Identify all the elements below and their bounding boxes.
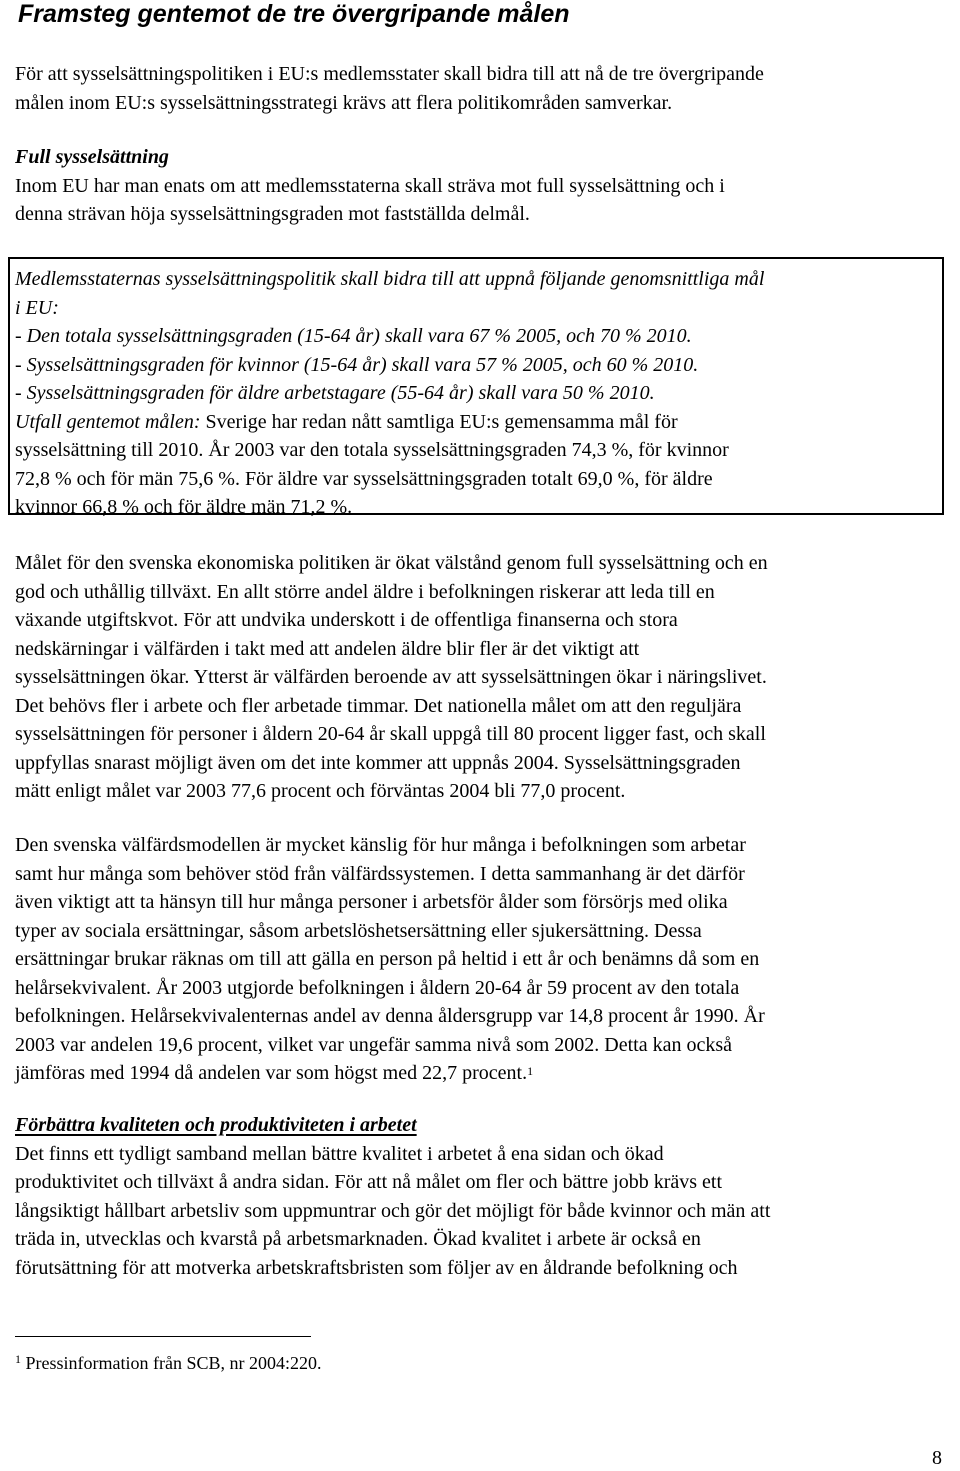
text-line: produktivitet och tillväxt å andra sidan. För att nå målet om fler och bättre jobb krävs ett xyxy=(15,1171,723,1193)
text-line: För att sysselsättningspolitiken i EU:s medlemsstater skall bidra till att nå de tre övergripande xyxy=(15,63,764,85)
welfare-paragraph xyxy=(15,831,765,1088)
text-line: nedskärningar i välfärden i takt med att andelen äldre blir fler är det viktigt att xyxy=(15,637,640,660)
subsection-title: Förbättra kvaliteten och produktiviteten i arbetet xyxy=(15,1114,417,1136)
text-line: - Sysselsättningsgraden för äldre arbetstagare (55-64 år) skall vara 50 % 2010. xyxy=(15,382,655,404)
text-line: typer av sociala ersättningar, såsom arbetslöshetsersättning eller sjukersättning. Dessa xyxy=(15,919,702,942)
text-line: träda in, utvecklas och kvarstå på arbetsmarknaden. Ökad kvalitet i arbete är också en xyxy=(15,1228,701,1250)
full-employment-section xyxy=(15,143,725,229)
text-line: i EU: xyxy=(15,296,59,319)
text-line: växande utgiftskvot. För att undvika underskott i de offentliga finanserna och stora xyxy=(15,609,678,631)
text-line: 72,8 % och för män 75,6 %. För äldre var sysselsättningsgraden totalt 69,0 %, för äldre xyxy=(15,467,713,490)
text-line: uppfyllas snarast möjligt även om det inte kommer att uppnås 2004. Sysselsättningsgraden xyxy=(15,751,741,774)
text-line: Den svenska välfärdsmodellen är mycket känslig för hur många i befolkningen som arbetar xyxy=(15,834,746,856)
outcome-label: Utfall gentemot målen: xyxy=(15,410,201,433)
text-line: Det finns ett tydligt samband mellan bättre kvalitet i arbetet å ena sidan och ökad xyxy=(15,1142,664,1165)
footnote-divider xyxy=(15,1336,311,1337)
text-line: helårsekvivalent. År 2003 utgjorde befolkningen i åldern 20-64 år 59 procent av den totala xyxy=(15,976,740,999)
outcome-line xyxy=(15,408,764,437)
text-line: förutsättning för att motverka arbetskraftsbristen som följer av en åldrande befolkning och xyxy=(15,1256,738,1279)
text-line: sysselsättningen för personer i åldern 20-64 år skall uppgå till 80 procent ligger fast, och skall xyxy=(15,723,766,745)
text-line: Målet för den svenska ekonomiska politiken är ökat välstånd genom full sysselsättning och en xyxy=(15,552,768,574)
text-line: ersättningar brukar räknas om till att gälla en person på heltid i ett år och benämns då som en xyxy=(15,948,760,970)
text-line: även viktigt att ta hänsyn till hur många personer i arbetsför ålder som försörjs med olika xyxy=(15,891,728,913)
quality-section xyxy=(15,1111,770,1282)
text-line: sysselsättningen ökar. Ytterst är välfärden beroende av att sysselsättningen ökar i näringslivet. xyxy=(15,666,767,688)
text-line: Det behövs fler i arbete och fler arbetade timmar. Det nationella målet om att den reguljära xyxy=(15,694,742,717)
page-number: 8 xyxy=(932,1447,942,1469)
intro-paragraph xyxy=(15,60,764,117)
text-line: mätt enligt målet var 2003 77,6 procent och förväntas 2004 bli 77,0 procent. xyxy=(15,780,626,802)
outcome-text: Sverige har redan nått samtliga EU:s gemensamma mål för xyxy=(200,410,678,433)
footnote xyxy=(15,1351,321,1375)
text-line: sysselsättning till 2010. År 2003 var den totala sysselsättningsgraden 74,3 %, för kvinnor xyxy=(15,439,729,461)
text-line: befolkningen. Helårsekvivalenternas andel av denna åldersgrupp var 14,8 procent år 1990. År xyxy=(15,1005,765,1027)
text-line: 2003 var andelen 19,6 procent, vilket var ungefär samma nivå som 2002. Detta kan också xyxy=(15,1033,733,1056)
eu-targets-content xyxy=(15,265,764,522)
text-line-with-footnote xyxy=(15,1059,765,1088)
text-line: god och uthållig tillväxt. En allt större andel äldre i befolkningen riskerar att leda till en xyxy=(15,580,715,603)
text-line: kvinnor 66,8 % och för äldre män 71,2 %. xyxy=(15,496,353,518)
footnote-reference[interactable]: 1 xyxy=(527,1064,534,1078)
section-heading: Framsteg gentemot de tre övergripande målen xyxy=(18,0,570,28)
text-line: långsiktigt hållbart arbetsliv som uppmuntrar och gör det möjligt för både kvinnor och män att xyxy=(15,1199,771,1222)
text-segment: jämföras med 1994 då andelen var som högst med 22,7 procent. xyxy=(15,1062,528,1084)
subsection-title: Full sysselsättning xyxy=(15,146,169,168)
text-line: Inom EU har man enats om att medlemsstaterna skall sträva mot full sysselsättning och i xyxy=(15,174,725,197)
goal-paragraph xyxy=(15,549,768,806)
eu-targets-box xyxy=(8,257,944,518)
text-line: samt hur många som behöver stöd från välfärdssystemen. I detta sammanhang är det därför xyxy=(15,862,745,885)
text-line: - Den totala sysselsättningsgraden (15-64 år) skall vara 67 % 2005, och 70 % 2010. xyxy=(15,325,692,347)
text-line: Medlemsstaternas sysselsättningspolitik skall bidra till att uppnå följande genomsnittliga mål xyxy=(15,268,765,290)
text-line: denna strävan höja sysselsättningsgraden mot fastställda delmål. xyxy=(15,203,530,225)
text-line: målen inom EU:s sysselsättningsstrategi krävs att flera politikområden samverkar. xyxy=(15,91,673,114)
footnote-text: Pressinformation från SCB, nr 2004:220. xyxy=(25,1353,322,1373)
text-line: - Sysselsättningsgraden för kvinnor (15-64 år) skall vara 57 % 2005, och 60 % 2010. xyxy=(15,353,699,376)
footnote-number: 1 xyxy=(15,1352,21,1366)
